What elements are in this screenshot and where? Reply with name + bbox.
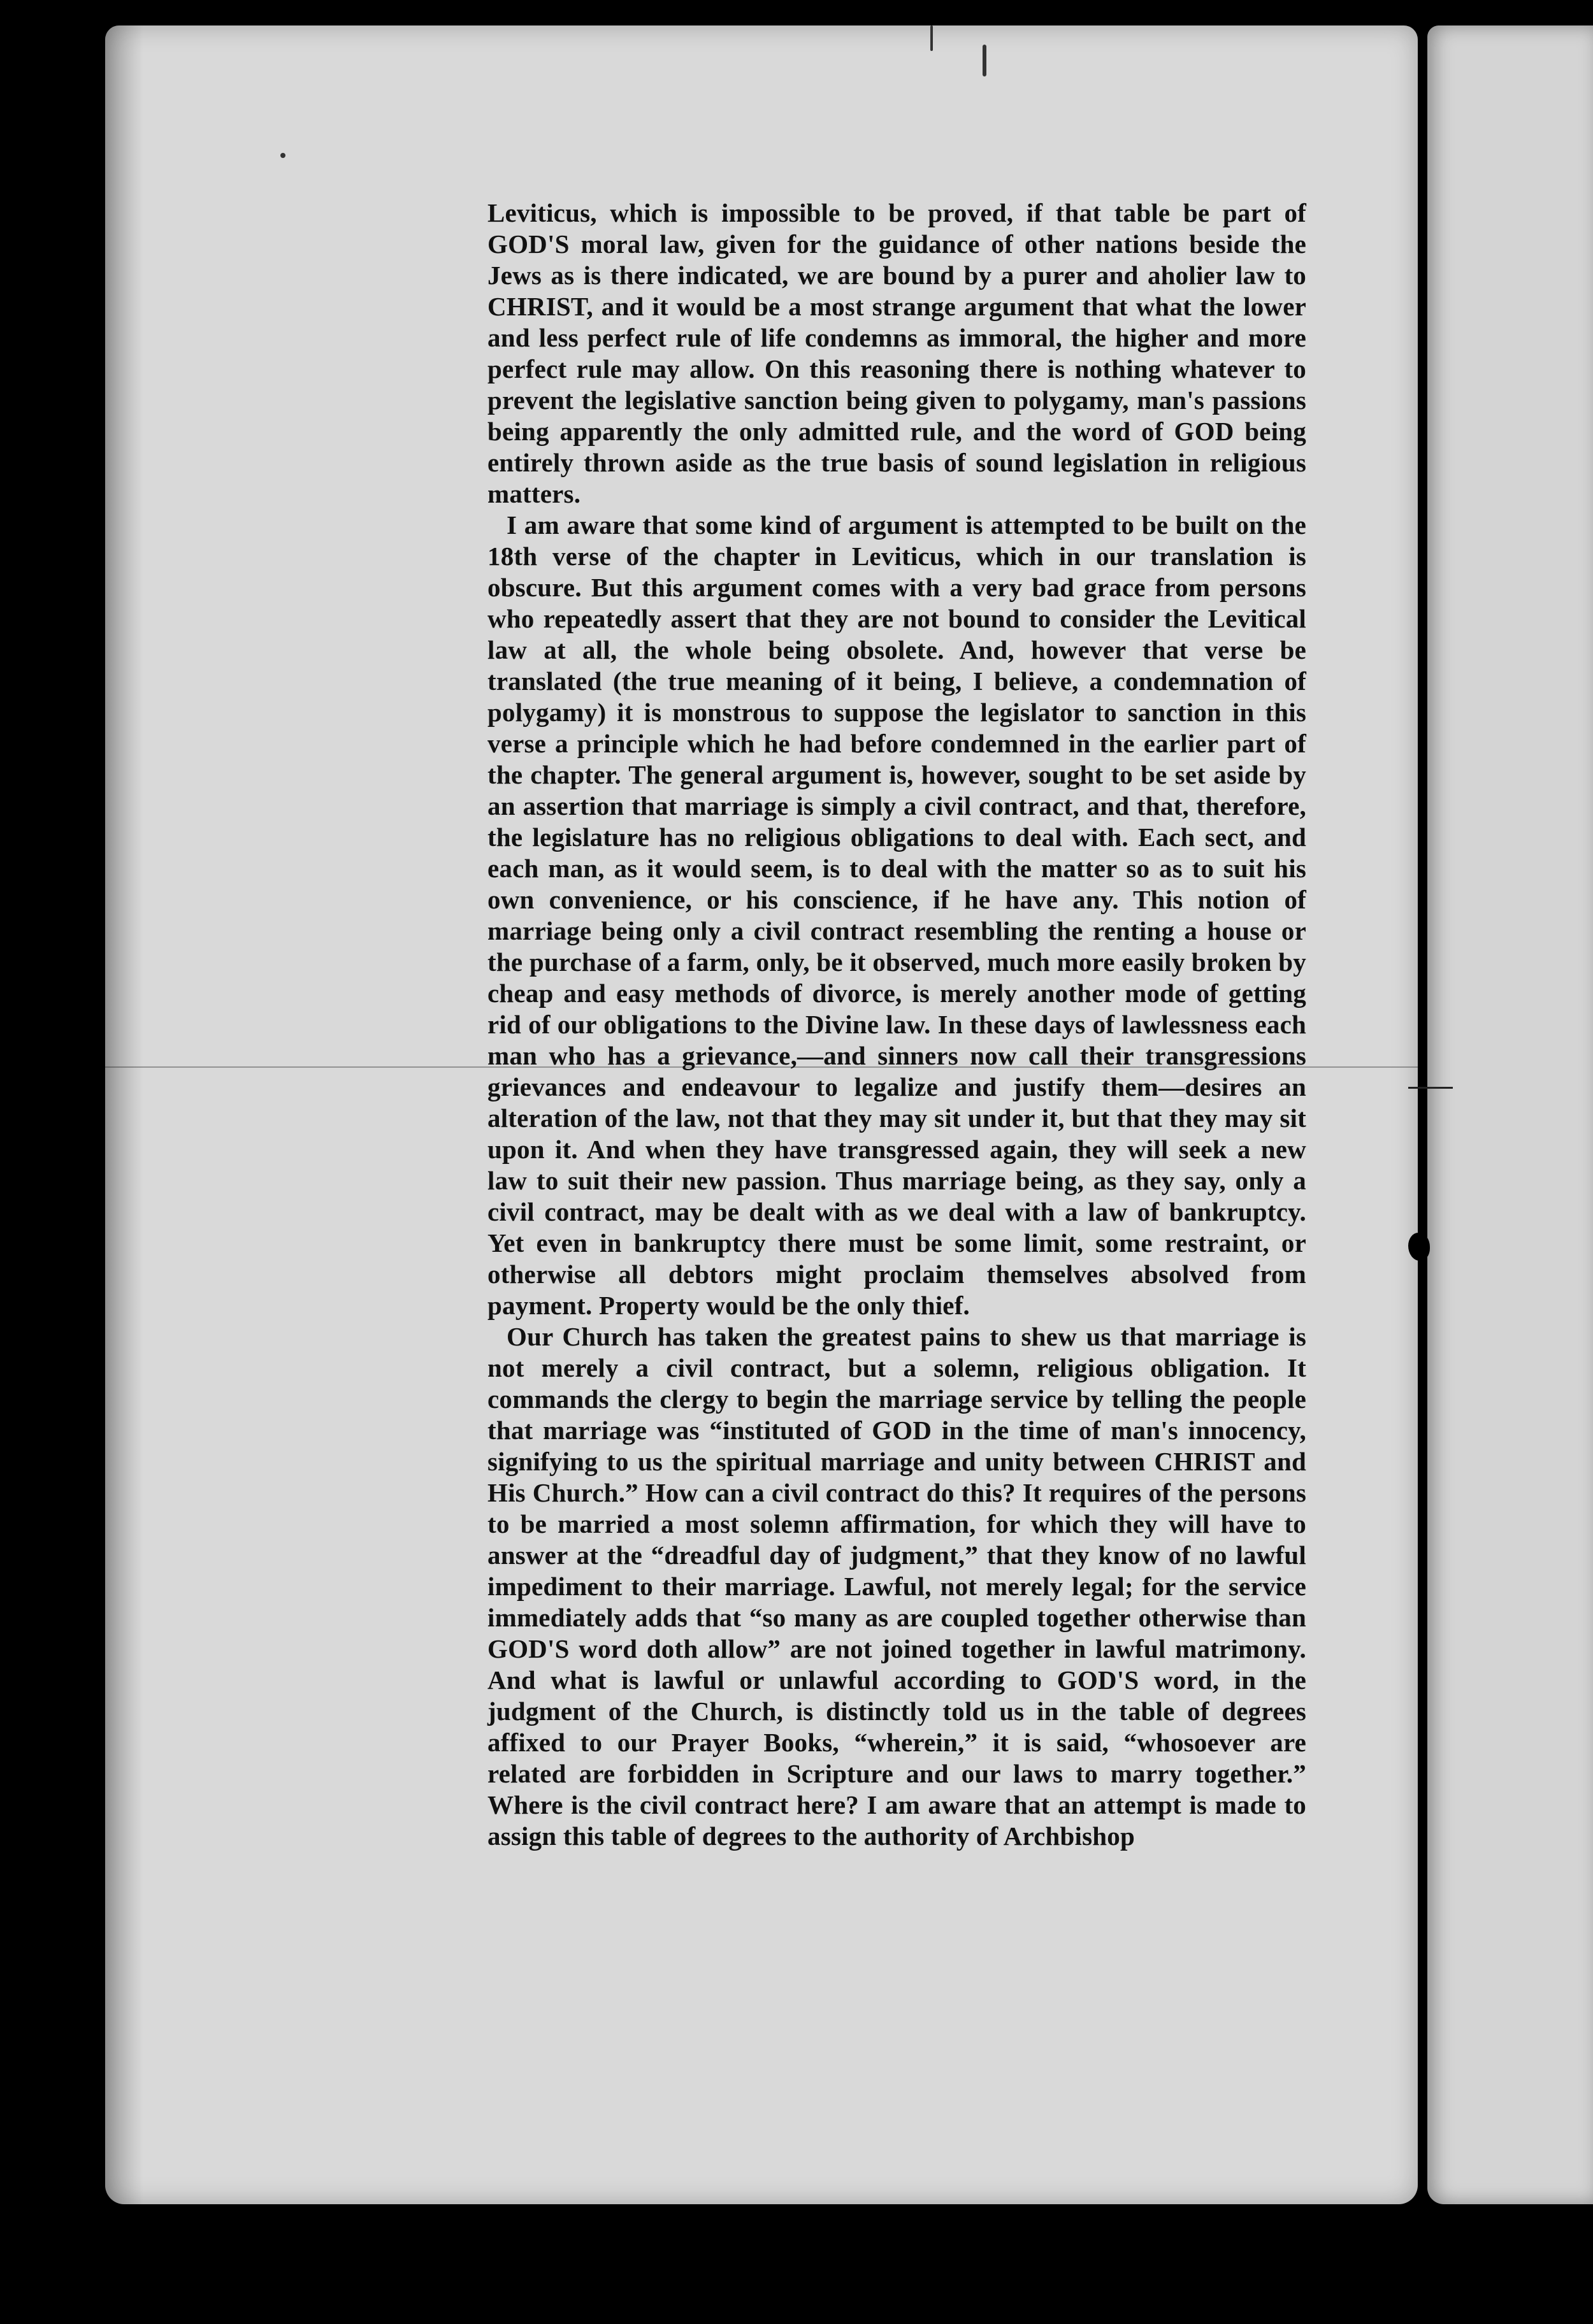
fold-crease <box>1408 1087 1453 1089</box>
paragraph-2: I am aware that some kind of argument is attempted to be built on the 18th verse of the chapter in Leviticus, which in our translation is obscure. But this argument comes with a very bad grace from persons who repeatedly assert that they are not bound to consider the Levitical law at all, the whole being obsolete. And, however that verse be translated (the true meaning of it being, I believe, a condemnation of polygamy) it is monstrous to suppose the legislator to sanction in this verse a principle which he had before condemned in the earlier part of the chapter. The general argument is, however, sought to be set aside by an assertion that marriage is simply a civil contract, and that, therefore, the legislature has no religious obligations to deal with. Each sect, and each man, as it would seem, is to deal with the matter so as to suit his own convenience, or his conscience, if he have any. This notion of marriage being only a civil contract resembling the renting a house or the purchase of a farm, only, be it observed, much more easily broken by cheap and easy methods of divorce, is merely another mode of getting rid of our obligations to the Divine law. In these days of lawlessness each man who has a grievance,—and sinners now call their transgressions grievances and endeavour to legalize and justify them—desires an alteration of the law, not that they may sit under it, but that they may sit upon it. And when they have transgressed again, they will seek a new law to suit their new passion. Thus marriage being, as they say, only a civil contract, may be dealt with as we deal with a law of bankruptcy. Yet even in bankruptcy there must be some limit, some restraint, or otherwise all debtors might proclaim themselves absolved from payment. Property would be the only thief. <box>487 510 1306 1320</box>
ink-blot <box>1408 1233 1430 1261</box>
speck <box>983 45 986 76</box>
body-text <box>487 197 1306 1852</box>
paragraph-1: Leviticus, which is impossible to be proved, if that table be part of GOD'S moral law, given for the guidance of other nations beside the Jews as is there indicated, we are bound by a purer and aholier law to CHRIST, and it would be a most strange argument that what the lower and less perfect rule of life condemns as immoral, the higher and more perfect rule may allow. On this reasoning there is nothing whatever to prevent the legislative sanction being given to polygamy, man's passions being apparently the only admitted rule, and the word of GOD being entirely thrown aside as the true basis of sound legislation in religious matters. <box>487 198 1306 508</box>
paragraph-3: Our Church has taken the greatest pains to shew us that marriage is not merely a civil contract, but a solemn, religious obligation. It commands the clergy to begin the marriage service by telling the people that marriage was “instituted of GOD in the time of man's innocency, signifying to us the spiritual marriage and unity between CHRIST and His Church.” How can a civil contract do this? It requires of the persons to be married a most solemn affirmation, for which they will have to answer at the “dreadful day of judgment,” that they know of no lawful impediment to their marriage. Lawful, not merely legal; for the service immediately adds that “so many as are coupled together otherwise than GOD'S word doth allow” are not joined together in lawful matrimony. And what is lawful or unlawful according to GOD'S word, in the judgment of the Church, is distinctly told us in the table of degrees affixed to our Prayer Books, “wherein,” it is said, “whosoever are related are forbidden in Scripture and our laws to marry together.” Where is the civil contract here? I am aware that an attempt is made to assign this table of degrees to the authority of Archbishop <box>487 1322 1306 1851</box>
adjacent-page-edge <box>1427 25 1593 2204</box>
speck <box>930 25 933 51</box>
scanned-page <box>105 25 1418 2204</box>
speck <box>280 153 285 158</box>
